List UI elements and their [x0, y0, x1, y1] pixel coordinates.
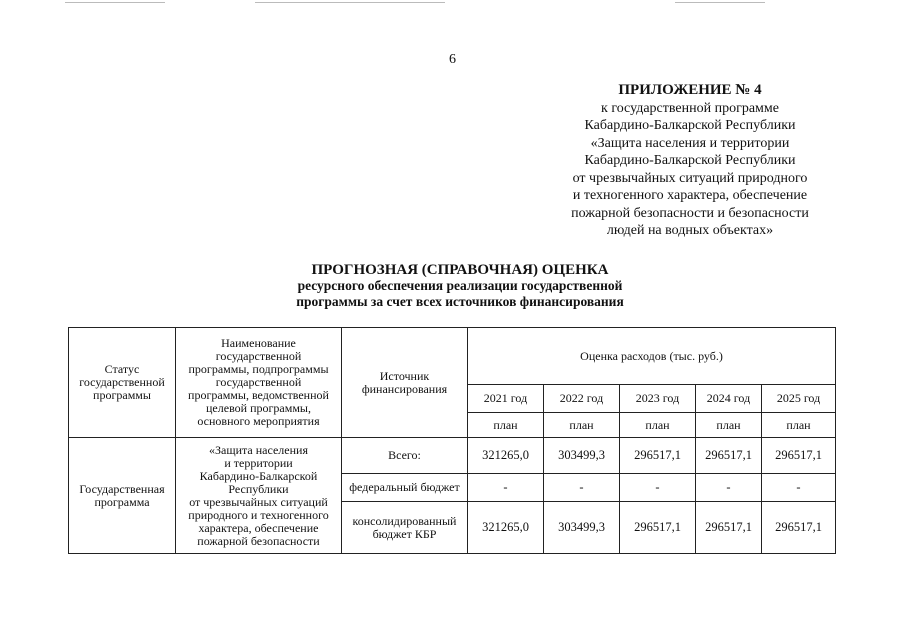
- source-total: Всего:: [342, 438, 468, 474]
- value-cell: 321265,0: [468, 438, 544, 474]
- value-cell: 296517,1: [762, 438, 836, 474]
- value-cell: -: [696, 474, 762, 502]
- year-header: 2022 год: [544, 385, 620, 413]
- appendix-line: «Защита населения и территории: [590, 135, 790, 151]
- appendix-line: к государственной программе: [601, 100, 779, 116]
- year-header: 2023 год: [620, 385, 696, 413]
- appendix-line: от чрезвычайных ситуаций природного: [572, 170, 808, 186]
- value-cell: 296517,1: [696, 502, 762, 554]
- appendix-line: людей на водных объектах»: [606, 223, 774, 238]
- source-consolidated: консолидированный бюджет КБР: [342, 502, 468, 554]
- value-cell: 296517,1: [620, 502, 696, 554]
- page-number: 6: [449, 52, 456, 67]
- appendix-line: пожарной безопасности и безопасности: [571, 205, 809, 221]
- value-cell: 296517,1: [620, 438, 696, 474]
- plan-header: план: [620, 413, 696, 438]
- header-estimate: Оценка расходов (тыс. руб.): [468, 328, 836, 385]
- appendix-line: и техногенного характера, обеспечение: [572, 188, 808, 203]
- scan-mark: [675, 2, 765, 3]
- value-cell: 303499,3: [544, 502, 620, 554]
- heading-line: ПРОГНОЗНАЯ (СПРАВОЧНАЯ) ОЦЕНКА: [311, 262, 609, 278]
- year-header: 2025 год: [762, 385, 836, 413]
- scan-mark: [65, 2, 165, 3]
- plan-header: план: [544, 413, 620, 438]
- heading-line: ресурсного обеспечения реализации государственной: [297, 278, 623, 293]
- value-cell: -: [544, 474, 620, 502]
- plan-header: план: [696, 413, 762, 438]
- plan-header: план: [762, 413, 836, 438]
- value-cell: -: [762, 474, 836, 502]
- header-name: Наименование государственной программы, подпрограммы государственной программы, ведомственной целевой программы, основного мероприятия: [176, 328, 342, 438]
- program-status: Государственная программа: [69, 438, 176, 554]
- heading-line: программы за счет всех источников финансирования: [296, 294, 624, 309]
- appendix-line: Кабардино-Балкарской Республики: [584, 118, 796, 133]
- scan-mark: [255, 2, 445, 3]
- value-cell: 303499,3: [544, 438, 620, 474]
- year-header: 2021 год: [468, 385, 544, 413]
- appendix-title: ПРИЛОЖЕНИЕ № 4: [618, 82, 762, 98]
- header-source: Источник финансирования: [342, 328, 468, 438]
- value-cell: 321265,0: [468, 502, 544, 554]
- year-header: 2024 год: [696, 385, 762, 413]
- plan-header: план: [468, 413, 544, 438]
- value-cell: 296517,1: [696, 438, 762, 474]
- value-cell: -: [620, 474, 696, 502]
- source-federal: федеральный бюджет: [342, 474, 468, 502]
- header-status: Статус государственной программы: [69, 328, 176, 438]
- appendix-line: Кабардино-Балкарской Республики: [584, 153, 796, 168]
- value-cell: -: [468, 474, 544, 502]
- appendix-block: [540, 82, 840, 240]
- document-heading: [180, 262, 740, 310]
- resource-table: [68, 327, 836, 554]
- value-cell: 296517,1: [762, 502, 836, 554]
- program-name: «Защита населения и территории Кабардино-Балкарской Республики от чрезвычайных ситуаций природного и техногенного характера, обеспечение пожарной безопасности: [176, 438, 342, 554]
